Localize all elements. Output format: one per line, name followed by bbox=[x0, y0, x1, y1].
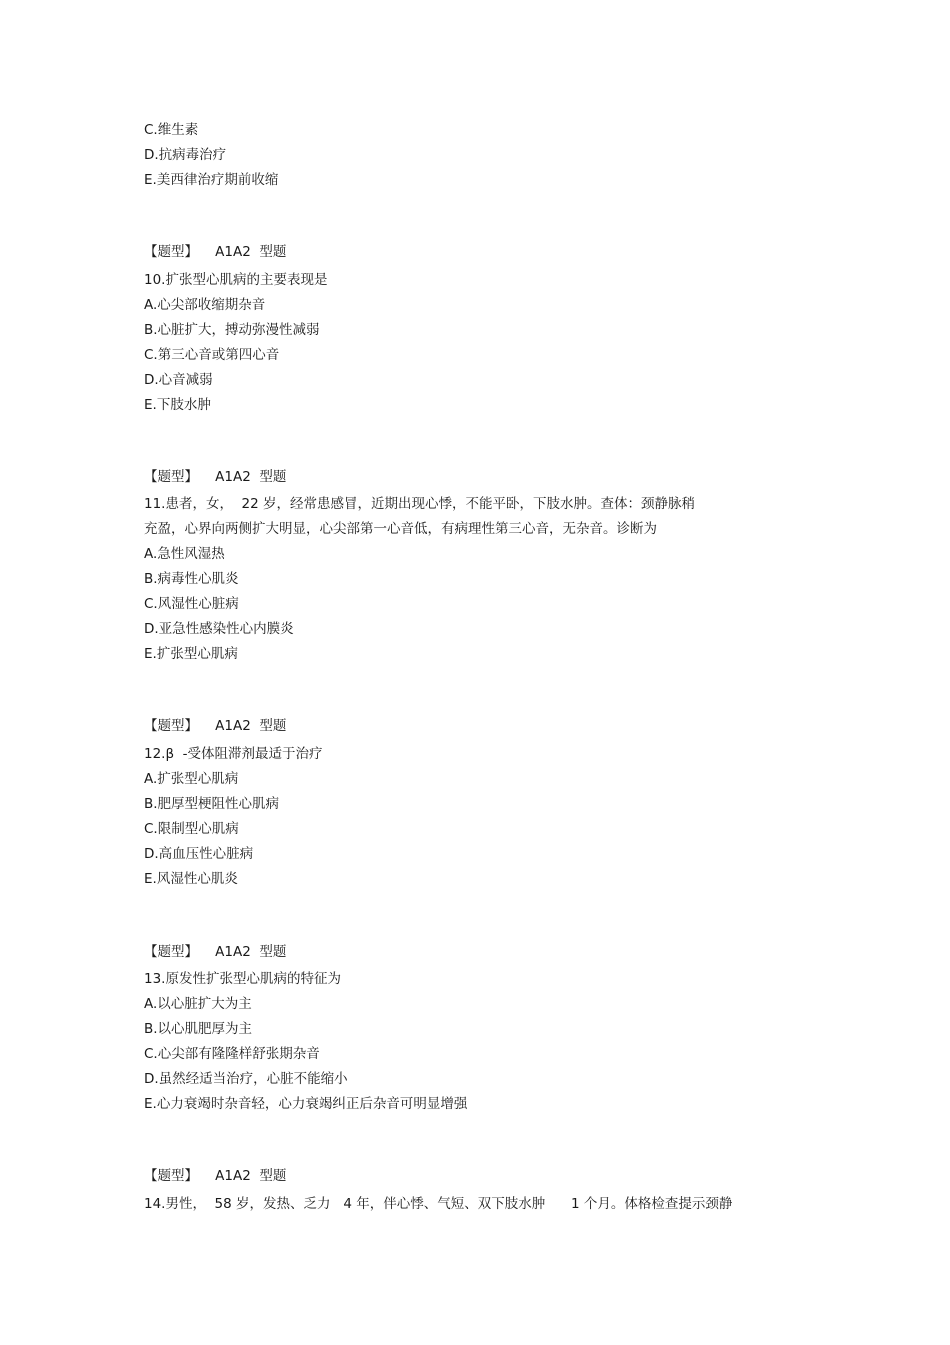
option-line: D.抗病毒治疗 bbox=[144, 147, 227, 163]
option-line: E.扩张型心肌病 bbox=[144, 646, 238, 662]
option-line: D.心音减弱 bbox=[144, 372, 213, 388]
question-type-header: 【题型】 A1A2 型题 bbox=[144, 469, 287, 485]
question-stem: 13.原发性扩张型心肌病的特征为 bbox=[144, 971, 341, 987]
option-line: A.心尖部收缩期杂音 bbox=[144, 297, 266, 313]
option-line: D.高血压性心脏病 bbox=[144, 846, 254, 862]
option-line: A.以心脏扩大为主 bbox=[144, 996, 252, 1012]
question-type-header: 【题型】 A1A2 型题 bbox=[144, 244, 287, 260]
option-line: D.亚急性感染性心内膜炎 bbox=[144, 621, 294, 637]
option-line: B.以心肌肥厚为主 bbox=[144, 1021, 253, 1037]
option-line: E.风湿性心肌炎 bbox=[144, 871, 238, 887]
question-stem: 11.患者，女， 22 岁，经常患感冒，近期出现心悸，不能平卧，下肢水肿。查体：颈静脉稍 bbox=[144, 496, 696, 512]
option-line: E.美西律治疗期前收缩 bbox=[144, 172, 279, 188]
option-line: A.急性风湿热 bbox=[144, 546, 225, 562]
option-line: C.第三心音或第四心音 bbox=[144, 347, 280, 363]
question-type-header: 【题型】 A1A2 型题 bbox=[144, 944, 287, 960]
option-line: B.心脏扩大，搏动弥漫性减弱 bbox=[144, 322, 320, 338]
option-line: E.下肢水肿 bbox=[144, 397, 211, 413]
question-stem: 12.β -受体阻滞剂最适于治疗 bbox=[144, 746, 323, 762]
question-stem: 14.男性， 58 岁，发热、乏力 4 年，伴心悸、气短、双下肢水肿 1 个月。体格检查提示颈静 bbox=[144, 1196, 733, 1212]
question-stem: 10.扩张型心肌病的主要表现是 bbox=[144, 272, 328, 288]
option-line: C.限制型心肌病 bbox=[144, 821, 239, 837]
option-line: C.风湿性心脏病 bbox=[144, 596, 239, 612]
question-type-header: 【题型】 A1A2 型题 bbox=[144, 718, 287, 734]
option-line: A.扩张型心肌病 bbox=[144, 771, 239, 787]
option-line: E.心力衰竭时杂音轻，心力衰竭纠正后杂音可明显增强 bbox=[144, 1096, 468, 1112]
option-line: C.心尖部有隆隆样舒张期杂音 bbox=[144, 1046, 320, 1062]
question-stem-continued: 充盈，心界向两侧扩大明显，心尖部第一心音低，有病理性第三心音，无杂音。诊断为 bbox=[144, 521, 657, 537]
option-line: B.病毒性心肌炎 bbox=[144, 571, 239, 587]
option-line: C.维生素 bbox=[144, 122, 199, 138]
option-line: D.虽然经适当治疗，心脏不能缩小 bbox=[144, 1071, 348, 1087]
option-line: B.肥厚型梗阻性心肌病 bbox=[144, 796, 280, 812]
question-type-header: 【题型】 A1A2 型题 bbox=[144, 1168, 287, 1184]
